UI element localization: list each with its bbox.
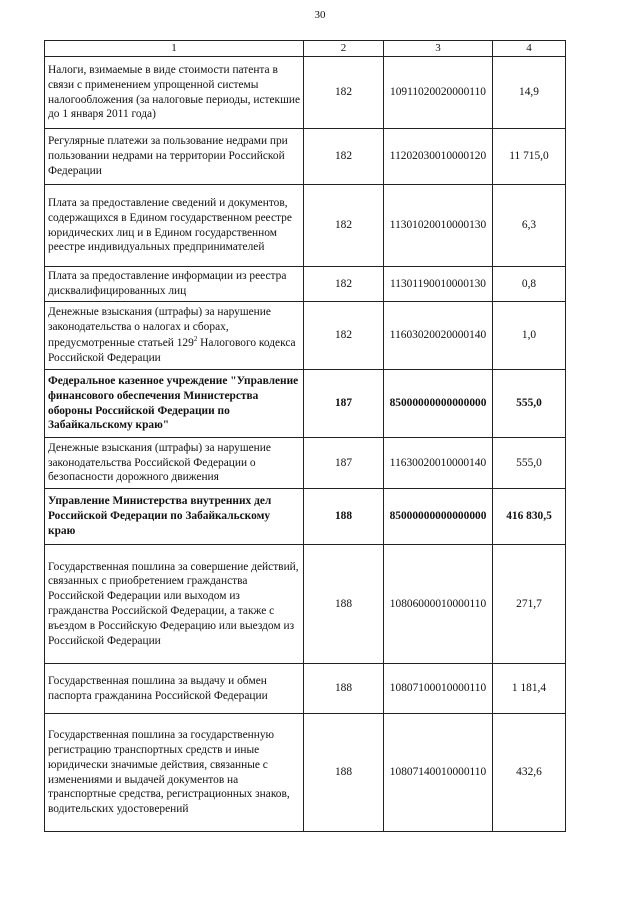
administrator-name: Управление Министерства внутренних дел Российской Федерации по Забайкальскому краю — [45, 489, 304, 545]
revenue-name: Государственная пошлина за выдачу и обмен паспорта гражданина Российской Федерации — [45, 664, 304, 714]
column-header-4: 4 — [493, 41, 566, 57]
revenue-name — [45, 302, 304, 370]
administrator-name: Федеральное казенное учреждение "Управление финансового обеспечения Министерства обороны Российской Федерации по Забайкальскому краю" — [45, 370, 304, 438]
amount: 416 830,5 — [493, 489, 566, 545]
revenue-name-text: Денежные взыскания (штрафы) за нарушение законодательства о налогах и сборах, предусмотренные статьей 129 — [48, 306, 271, 349]
revenue-name: Государственная пошлина за государственную регистрацию транспортных средств и иные юридически значимые действия, связанные с изменениями и выдачей документов на транспортные средства, регистрационных знаков, водительских удостоверений — [45, 714, 304, 832]
admin-code: 188 — [304, 545, 384, 664]
table-row — [45, 545, 566, 664]
admin-code: 188 — [304, 489, 384, 545]
admin-code: 182 — [304, 57, 384, 129]
revenue-table — [44, 40, 566, 832]
admin-code: 188 — [304, 714, 384, 832]
table-header-row — [45, 41, 566, 57]
admin-code: 182 — [304, 302, 384, 370]
revenue-name: Налоги, взимаемые в виде стоимости патента в связи с применением упрощенной системы налогообложения (за налоговые периоды, истекшие до 1 января 2011 года) — [45, 57, 304, 129]
amount: 14,9 — [493, 57, 566, 129]
admin-code: 188 — [304, 664, 384, 714]
table-row — [45, 302, 566, 370]
table-row-section — [45, 370, 566, 438]
amount: 6,3 — [493, 185, 566, 267]
budget-classification-code: 11301190010000130 — [384, 267, 493, 302]
amount: 271,7 — [493, 545, 566, 664]
budget-classification-code: 11301020010000130 — [384, 185, 493, 267]
table-row — [45, 129, 566, 185]
page-number: 30 — [314, 9, 326, 21]
budget-classification-code: 85000000000000000 — [384, 370, 493, 438]
budget-classification-code: 10911020020000110 — [384, 57, 493, 129]
revenue-name-text-end: Налогового кодекса Российской Федерации — [48, 336, 296, 364]
column-header-2: 2 — [304, 41, 384, 57]
column-header-3: 3 — [384, 41, 493, 57]
table-row — [45, 438, 566, 489]
table-row — [45, 714, 566, 832]
budget-classification-code: 10807100010000110 — [384, 664, 493, 714]
revenue-name: Плата за предоставление информации из реестра дисквалифицированных лиц — [45, 267, 304, 302]
table-row — [45, 664, 566, 714]
amount: 11 715,0 — [493, 129, 566, 185]
amount: 1,0 — [493, 302, 566, 370]
budget-classification-code: 10807140010000110 — [384, 714, 493, 832]
revenue-name: Регулярные платежи за пользование недрами при пользовании недрами на территории Российской Федерации — [45, 129, 304, 185]
amount: 555,0 — [493, 370, 566, 438]
admin-code: 187 — [304, 370, 384, 438]
table-row-section — [45, 489, 566, 545]
admin-code: 182 — [304, 129, 384, 185]
admin-code: 187 — [304, 438, 384, 489]
table-row — [45, 267, 566, 302]
table-row — [45, 185, 566, 267]
admin-code: 182 — [304, 185, 384, 267]
amount: 432,6 — [493, 714, 566, 832]
budget-classification-code: 11603020020000140 — [384, 302, 493, 370]
amount: 1 181,4 — [493, 664, 566, 714]
budget-classification-code: 10806000010000110 — [384, 545, 493, 664]
table-row — [45, 57, 566, 129]
amount: 555,0 — [493, 438, 566, 489]
article-superscript: 2 — [193, 335, 198, 344]
amount: 0,8 — [493, 267, 566, 302]
budget-classification-code: 11202030010000120 — [384, 129, 493, 185]
budget-classification-code: 11630020010000140 — [384, 438, 493, 489]
revenue-name: Плата за предоставление сведений и документов, содержащихся в Едином государственном реестре юридических лиц и в Едином государственном реестре индивидуальных предпринимателей — [45, 185, 304, 267]
column-header-1: 1 — [45, 41, 304, 57]
budget-classification-code: 85000000000000000 — [384, 489, 493, 545]
admin-code: 182 — [304, 267, 384, 302]
revenue-name: Государственная пошлина за совершение действий, связанных с приобретением гражданства Российской Федерации или выходом из гражданства Российской Федерации, а также с въездом в Российскую Федерацию или выездом из Российской Федерации — [45, 545, 304, 664]
revenue-name: Денежные взыскания (штрафы) за нарушение законодательства Российской Федерации о безопасности дорожного движения — [45, 438, 304, 489]
